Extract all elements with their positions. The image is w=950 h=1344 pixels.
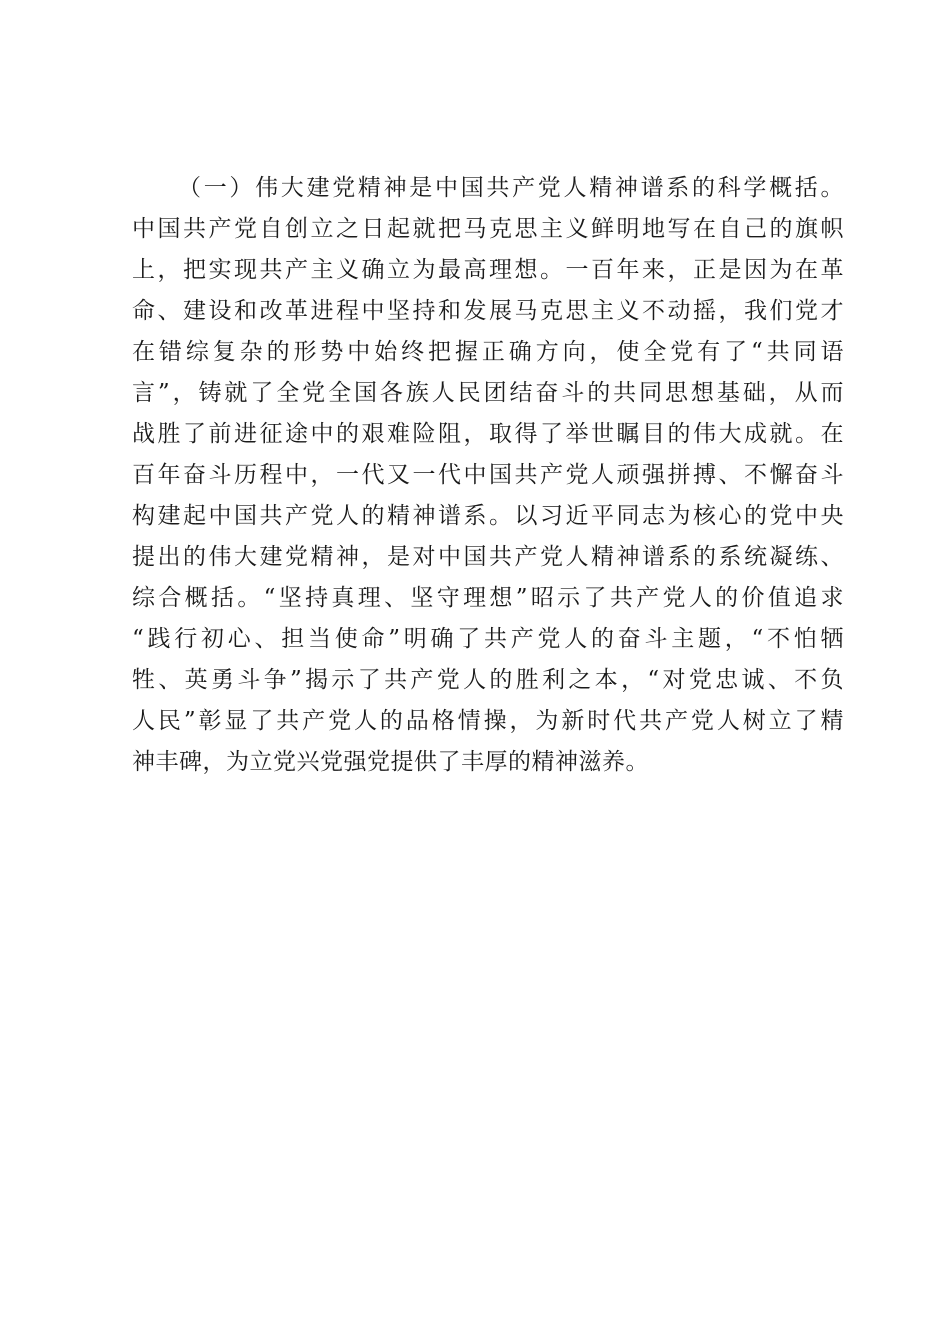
paragraph-line: 言”，铸就了全党全国各族人民团结奋斗的共同思想基础，从而 [132, 380, 844, 406]
paragraph-line: 上，把实现共产主义确立为最高理想。一百年来，正是因为在革 [132, 257, 844, 283]
paragraph-line: 人民”彰显了共产党人的品格情操，为新时代共产党人树立了精 [132, 708, 844, 734]
paragraph-line: 神丰碑，为立党兴党强党提供了丰厚的精神滋养。 [132, 749, 649, 775]
paragraph-line: 牲、英勇斗争”揭示了共产党人的胜利之本，“对党忠诚、不负 [132, 667, 844, 693]
paragraph-line: 在错综复杂的形势中始终把握正确方向，使全党有了“共同语 [132, 339, 844, 365]
paragraph-line: 中国共产党自创立之日起就把马克思主义鲜明地写在自己的旗帜 [132, 216, 844, 242]
paragraph-line: 战胜了前进征途中的艰难险阻，取得了举世瞩目的伟大成就。在 [132, 421, 844, 447]
paragraph-line: 提出的伟大建党精神，是对中国共产党人精神谱系的系统凝练、 [132, 544, 844, 570]
paragraph-line: 构建起中国共产党人的精神谱系。以习近平同志为核心的党中央 [132, 503, 844, 529]
paragraph-line: 百年奋斗历程中，一代又一代中国共产党人顽强拼搏、不懈奋斗 [132, 462, 844, 488]
paragraph-line: 命、建设和改革进程中坚持和发展马克思主义不动摇，我们党才 [132, 298, 844, 324]
document-paragraph [132, 168, 844, 783]
paragraph-line: （一）伟大建党精神是中国共产党人精神谱系的科学概括。 [178, 175, 844, 201]
paragraph-line: “践行初心、担当使命”明确了共产党人的奋斗主题，“不怕牺 [132, 626, 844, 652]
paragraph-line: 综合概括。“坚持真理、坚守理想”昭示了共产党人的价值追求 [132, 585, 844, 611]
